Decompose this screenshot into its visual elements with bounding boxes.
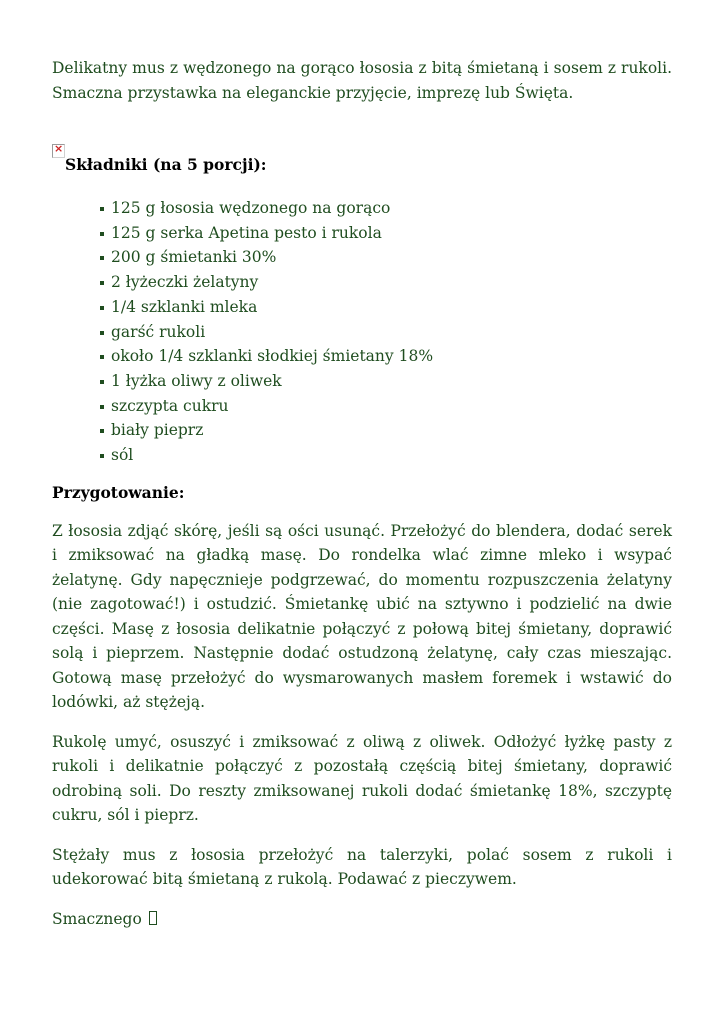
- list-item: 1 łyżka oliwy z oliwek: [100, 369, 672, 394]
- list-item: 200 g śmietanki 30%: [100, 245, 672, 270]
- preparation-paragraph: Stężały mus z łososia przełożyć na talerzyki, polać sosem z rukoli i udekorować bitą śmietaną z rukolą. Podawać z pieczywem.: [52, 845, 672, 889]
- list-item: szczypta cukru: [100, 394, 672, 419]
- preparation-paragraph: Rukolę umyć, osuszyć i zmiksować z oliwą z oliwek. Odłożyć łyżkę pasty z rukoli i delikatnie połączyć z pozostałą częścią bitej śmietany, doprawić odrobiną soli. Do reszty zmiksowanej rukoli dodać śmietankę 18%, szczyptę cukru, sól i pieprz.: [52, 732, 672, 825]
- ingredients-heading: Składniki (na 5 porcji):: [65, 155, 267, 174]
- missing-emoji-icon: [149, 911, 157, 925]
- list-item: około 1/4 szklanki słodkiej śmietany 18%: [100, 344, 672, 369]
- recipe-intro: Delikatny mus z wędzonego na gorąco łososia z bitą śmietaną i sosem z rukoli. Smaczna przystawka na eleganckie przyjęcie, imprezę lub Święta.: [52, 59, 672, 102]
- list-item: garść rukoli: [100, 320, 672, 345]
- recipe-article: [52, 56, 672, 946]
- broken-image-icon: [52, 144, 65, 158]
- list-item: sól: [100, 443, 672, 468]
- list-item: 1/4 szklanki mleka: [100, 295, 672, 320]
- closing-text: Smacznego: [52, 909, 142, 928]
- preparation-heading: Przygotowanie:: [52, 482, 185, 502]
- list-item: biały pieprz: [100, 418, 672, 443]
- list-item: 125 g łososia wędzonego na gorąco: [100, 196, 672, 221]
- ingredients-heading-row: [52, 154, 672, 176]
- list-item: 2 łyżeczki żelatyny: [100, 270, 672, 295]
- preparation-paragraph: Z łososia zdjąć skórę, jeśli są ości usunąć. Przełożyć do blendera, dodać serek i zmiksować na gładką masę. Do rondelka wlać zimne mleko i wsypać żelatynę. Gdy napęcznieje podgrzewać, do momentu rozpuszczenia żelatyny (nie zagotować!) i ostudzić. Śmietankę ubić na sztywno i podzielić na dwie części. Masę z łososia delikatnie połączyć z połową bitej śmietany, doprawić solą i pieprzem. Następnie dodać ostudzoną żelatynę, cały czas mieszając. Gotową masę przełożyć do wysmarowanych masłem foremek i wstawić do lodówki, aż stężeją.: [52, 521, 672, 712]
- ingredients-list: [52, 196, 672, 468]
- list-item: 125 g serka Apetina pesto i rukola: [100, 221, 672, 246]
- closing-line: [52, 907, 672, 932]
